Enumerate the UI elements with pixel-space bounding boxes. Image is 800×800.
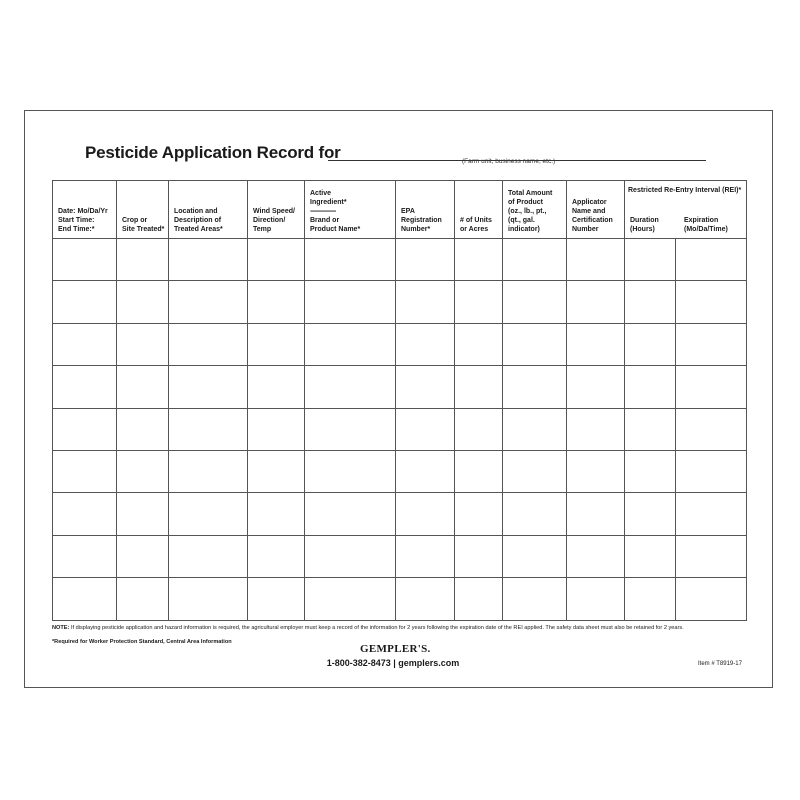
entry-cell[interactable] <box>169 366 248 408</box>
entry-cell[interactable] <box>305 366 396 408</box>
entry-cell[interactable] <box>248 408 305 450</box>
header-rei <box>625 181 747 239</box>
entry-cell[interactable] <box>53 323 117 365</box>
entry-cell[interactable] <box>625 535 676 577</box>
entry-cell[interactable] <box>117 493 169 535</box>
header-crop-site: Crop or Site Treated* <box>117 181 169 239</box>
entry-cell[interactable] <box>169 535 248 577</box>
entry-cell[interactable] <box>117 323 169 365</box>
entry-cell[interactable] <box>396 450 455 492</box>
record-body <box>53 239 747 621</box>
entry-cell[interactable] <box>248 578 305 620</box>
entry-cell[interactable] <box>117 239 169 281</box>
table-row <box>53 323 747 365</box>
entry-cell[interactable] <box>117 578 169 620</box>
entry-cell[interactable] <box>503 281 567 323</box>
entry-cell[interactable] <box>455 578 503 620</box>
table-row <box>53 366 747 408</box>
entry-cell[interactable] <box>169 239 248 281</box>
entry-cell[interactable] <box>455 535 503 577</box>
table-row <box>53 408 747 450</box>
item-number: Item # T8919-17 <box>698 661 742 667</box>
entry-cell[interactable] <box>676 408 747 450</box>
entry-cell[interactable] <box>305 493 396 535</box>
entry-cell[interactable] <box>503 578 567 620</box>
entry-cell[interactable] <box>455 450 503 492</box>
entry-cell[interactable] <box>305 450 396 492</box>
entry-cell[interactable] <box>396 578 455 620</box>
entry-cell[interactable] <box>305 323 396 365</box>
entry-cell[interactable] <box>455 408 503 450</box>
record-table <box>52 180 747 621</box>
entry-cell[interactable] <box>567 493 625 535</box>
header-total-amount: Total Amount of Product (oz., lb., pt., (qt., gal. indicator) <box>503 181 567 239</box>
entry-cell[interactable] <box>396 493 455 535</box>
entry-cell[interactable] <box>53 493 117 535</box>
entry-cell[interactable] <box>503 535 567 577</box>
farm-name-hint: (Farm unit, business name, etc.) <box>462 158 556 165</box>
entry-cell[interactable] <box>625 450 676 492</box>
entry-cell[interactable] <box>455 323 503 365</box>
entry-cell[interactable] <box>676 323 747 365</box>
entry-cell[interactable] <box>396 323 455 365</box>
entry-cell[interactable] <box>567 366 625 408</box>
entry-cell[interactable] <box>248 493 305 535</box>
entry-cell[interactable] <box>396 281 455 323</box>
entry-cell[interactable] <box>248 535 305 577</box>
entry-cell[interactable] <box>53 239 117 281</box>
entry-cell[interactable] <box>117 281 169 323</box>
entry-cell[interactable] <box>248 281 305 323</box>
entry-cell[interactable] <box>567 281 625 323</box>
entry-cell[interactable] <box>503 493 567 535</box>
entry-cell[interactable] <box>676 535 747 577</box>
header-applicator: Applicator Name and Certification Number <box>567 181 625 239</box>
entry-cell[interactable] <box>676 239 747 281</box>
entry-cell[interactable] <box>503 408 567 450</box>
gemplers-logo: GEMPLER'S. <box>360 643 431 655</box>
contact-info: 1-800-382-8473 | gemplers.com <box>326 658 460 668</box>
entry-cell[interactable] <box>503 239 567 281</box>
entry-cell[interactable] <box>625 408 676 450</box>
table-row <box>53 281 747 323</box>
footer-note: NOTE: If displaying pesticide application and hazard information is required, the agricultural employer must keep a record of the information for 2 years following the expiration date of the REI applied. The safety data sheet must also be retained for 2 years. <box>52 625 684 631</box>
header-row <box>53 181 747 239</box>
entry-cell[interactable] <box>305 578 396 620</box>
entry-cell[interactable] <box>676 281 747 323</box>
rei-expiration-label: Expiration (Mo/Da/Time) <box>684 217 728 233</box>
entry-cell[interactable] <box>117 366 169 408</box>
entry-cell[interactable] <box>455 493 503 535</box>
entry-cell[interactable] <box>53 535 117 577</box>
entry-cell[interactable] <box>117 408 169 450</box>
entry-cell[interactable] <box>625 578 676 620</box>
table-row <box>53 535 747 577</box>
entry-cell[interactable] <box>396 408 455 450</box>
entry-cell[interactable] <box>455 239 503 281</box>
entry-cell[interactable] <box>625 323 676 365</box>
entry-cell[interactable] <box>248 450 305 492</box>
entry-cell[interactable] <box>248 239 305 281</box>
entry-cell[interactable] <box>117 535 169 577</box>
entry-cell[interactable] <box>455 281 503 323</box>
entry-cell[interactable] <box>53 408 117 450</box>
entry-cell[interactable] <box>567 323 625 365</box>
entry-cell[interactable] <box>305 408 396 450</box>
entry-cell[interactable] <box>676 366 747 408</box>
entry-cell[interactable] <box>169 408 248 450</box>
header-epa-number: EPA Registration Number* <box>396 181 455 239</box>
header-ingredient-brand: Active Ingredient* ------------------- Brand or Product Name* <box>305 181 396 239</box>
entry-cell[interactable] <box>53 366 117 408</box>
entry-cell[interactable] <box>396 239 455 281</box>
entry-cell[interactable] <box>117 450 169 492</box>
entry-cell[interactable] <box>503 323 567 365</box>
entry-cell[interactable] <box>169 323 248 365</box>
entry-cell[interactable] <box>248 323 305 365</box>
entry-cell[interactable] <box>676 493 747 535</box>
entry-cell[interactable] <box>396 366 455 408</box>
entry-cell[interactable] <box>305 281 396 323</box>
entry-cell[interactable] <box>169 578 248 620</box>
entry-cell[interactable] <box>625 239 676 281</box>
table-row <box>53 578 747 620</box>
entry-cell[interactable] <box>169 493 248 535</box>
entry-cell[interactable] <box>567 535 625 577</box>
form-sheet <box>24 110 773 688</box>
entry-cell[interactable] <box>625 493 676 535</box>
entry-cell[interactable] <box>625 281 676 323</box>
required-note: *Required for Worker Protection Standard, Central Area Information <box>52 639 232 645</box>
entry-cell[interactable] <box>305 535 396 577</box>
entry-cell[interactable] <box>53 281 117 323</box>
entry-cell[interactable] <box>53 450 117 492</box>
entry-cell[interactable] <box>625 366 676 408</box>
entry-cell[interactable] <box>567 450 625 492</box>
entry-cell[interactable] <box>169 281 248 323</box>
header-date-time: Date: Mo/Da/Yr Start Time: End Time:* <box>53 181 117 239</box>
form-title: Pesticide Application Record for <box>85 143 341 162</box>
entry-cell[interactable] <box>503 366 567 408</box>
header-wind: Wind Speed/ Direction/ Temp <box>248 181 305 239</box>
entry-cell[interactable] <box>567 408 625 450</box>
table-row <box>53 239 747 281</box>
entry-cell[interactable] <box>567 239 625 281</box>
entry-cell[interactable] <box>676 450 747 492</box>
entry-cell[interactable] <box>53 578 117 620</box>
entry-cell[interactable] <box>676 578 747 620</box>
entry-cell[interactable] <box>396 535 455 577</box>
entry-cell[interactable] <box>169 450 248 492</box>
entry-cell[interactable] <box>567 578 625 620</box>
rei-title: Restricted Re-Entry Interval (REI)* <box>628 187 742 194</box>
header-units-acres: # of Units or Acres <box>455 181 503 239</box>
table-row <box>53 493 747 535</box>
entry-cell[interactable] <box>455 366 503 408</box>
table-row <box>53 450 747 492</box>
entry-cell[interactable] <box>305 239 396 281</box>
header-location: Location and Description of Treated Areas* <box>169 181 248 239</box>
entry-cell[interactable] <box>503 450 567 492</box>
rei-duration-label: Duration (Hours) <box>630 217 659 233</box>
entry-cell[interactable] <box>248 366 305 408</box>
title-row <box>85 143 725 167</box>
